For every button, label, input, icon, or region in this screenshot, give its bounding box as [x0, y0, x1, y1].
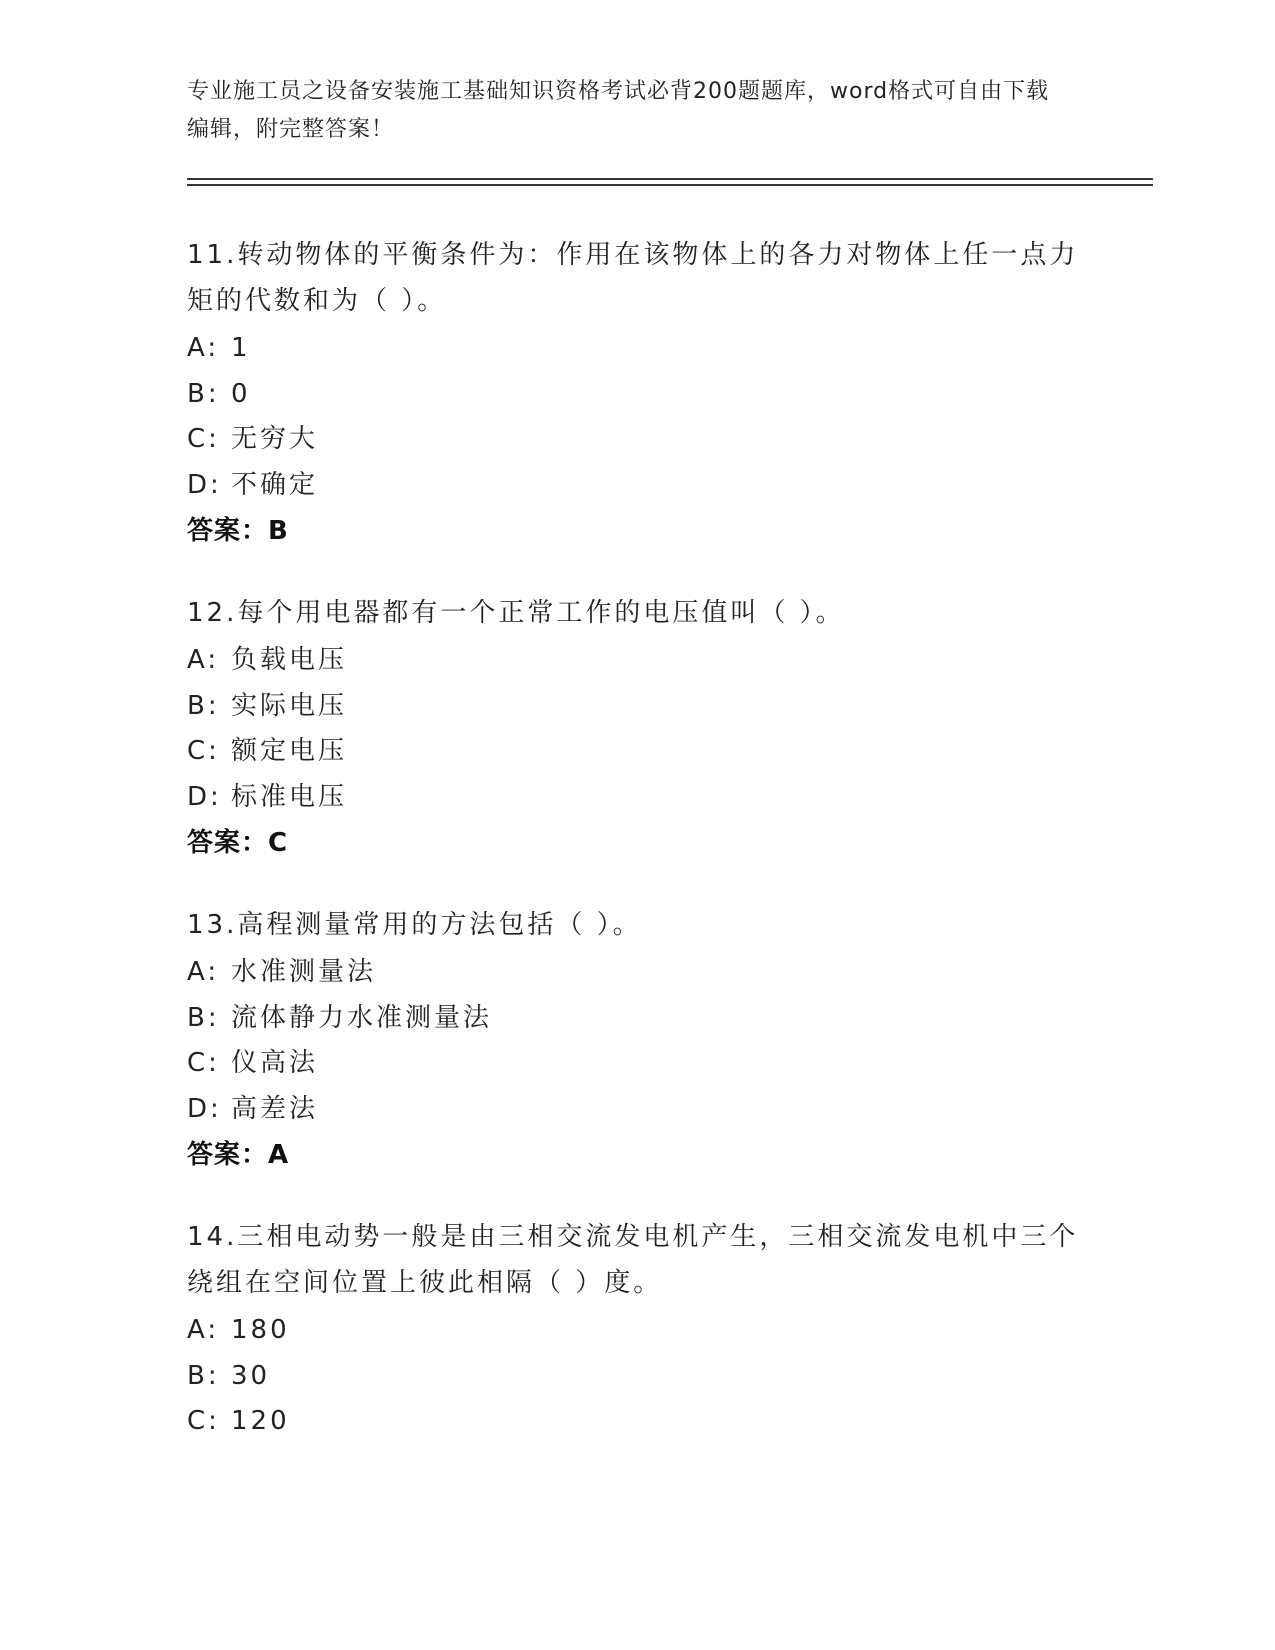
document-intro: 专业施工员之设备安装施工基础知识资格考试必背200题题库，word格式可自由下载编辑，附完整答案！: [187, 79, 1050, 142]
question-stem: 13.高程测量常用的方法包括（ ）。: [187, 910, 642, 940]
question-11: [187, 232, 1087, 554]
option-text: 无穷大: [231, 424, 319, 454]
header-divider-bottom: [187, 184, 1153, 186]
option-d: [187, 1087, 1087, 1133]
option-a: [187, 1308, 1087, 1354]
option-key: C:: [187, 736, 220, 766]
question-12: [187, 590, 1087, 866]
option-text: 水准测量法: [231, 957, 377, 987]
option-key: B:: [187, 690, 220, 721]
option-key: C:: [187, 1406, 220, 1436]
option-key: D:: [187, 469, 222, 500]
option-text: 流体静力水准测量法: [231, 1002, 493, 1033]
option-text: 120: [231, 1406, 290, 1436]
question-stem: 14.三相电动势一般是由三相交流发电机产生，三相交流发电机中三个绕组在空间位置上彼此相隔（ ）度。: [187, 1222, 1079, 1298]
option-c: [187, 417, 1087, 463]
option-key: A:: [187, 645, 220, 675]
option-c: [187, 1399, 1087, 1445]
option-a: [187, 950, 1087, 996]
option-key: A:: [187, 1315, 220, 1345]
option-b: [187, 684, 1087, 730]
option-key: C:: [187, 424, 220, 454]
option-text: 标准电压: [231, 781, 348, 812]
option-text: 额定电压: [231, 736, 348, 766]
answer-line: 答案：B: [187, 516, 289, 546]
option-b: [187, 996, 1087, 1042]
answer-line: 答案：A: [187, 1140, 290, 1170]
option-key: D:: [187, 781, 222, 812]
option-text: 30: [231, 1360, 271, 1391]
option-a: [187, 326, 1087, 372]
option-c: [187, 729, 1087, 775]
question-14: [187, 1214, 1087, 1445]
option-key: D:: [187, 1093, 222, 1124]
option-text: 实际电压: [231, 690, 348, 721]
option-text: 0: [231, 378, 251, 409]
option-b: [187, 372, 1087, 418]
question-13: [187, 902, 1087, 1178]
option-key: A:: [187, 333, 220, 363]
option-text: 不确定: [231, 469, 319, 500]
option-text: 高差法: [231, 1093, 319, 1124]
question-list: [187, 232, 1087, 1481]
option-key: B:: [187, 378, 220, 409]
option-a: [187, 638, 1087, 684]
question-stem: 12.每个用电器都有一个正常工作的电压值叫（ ）。: [187, 598, 845, 628]
option-text: 仪高法: [231, 1048, 319, 1078]
answer-line: 答案：C: [187, 828, 289, 858]
option-key: A:: [187, 957, 220, 987]
option-d: [187, 775, 1087, 821]
option-text: 1: [231, 333, 251, 363]
option-b: [187, 1354, 1087, 1400]
option-key: B:: [187, 1360, 220, 1391]
option-text: 180: [231, 1315, 290, 1345]
option-key: C:: [187, 1048, 220, 1078]
option-c: [187, 1041, 1087, 1087]
question-stem: 11.转动物体的平衡条件为：作用在该物体上的各力对物体上任一点力矩的代数和为（ ）。: [187, 240, 1079, 316]
header-divider-top: [187, 178, 1153, 180]
option-d: [187, 463, 1087, 509]
option-key: B:: [187, 1002, 220, 1033]
option-text: 负载电压: [231, 645, 348, 675]
